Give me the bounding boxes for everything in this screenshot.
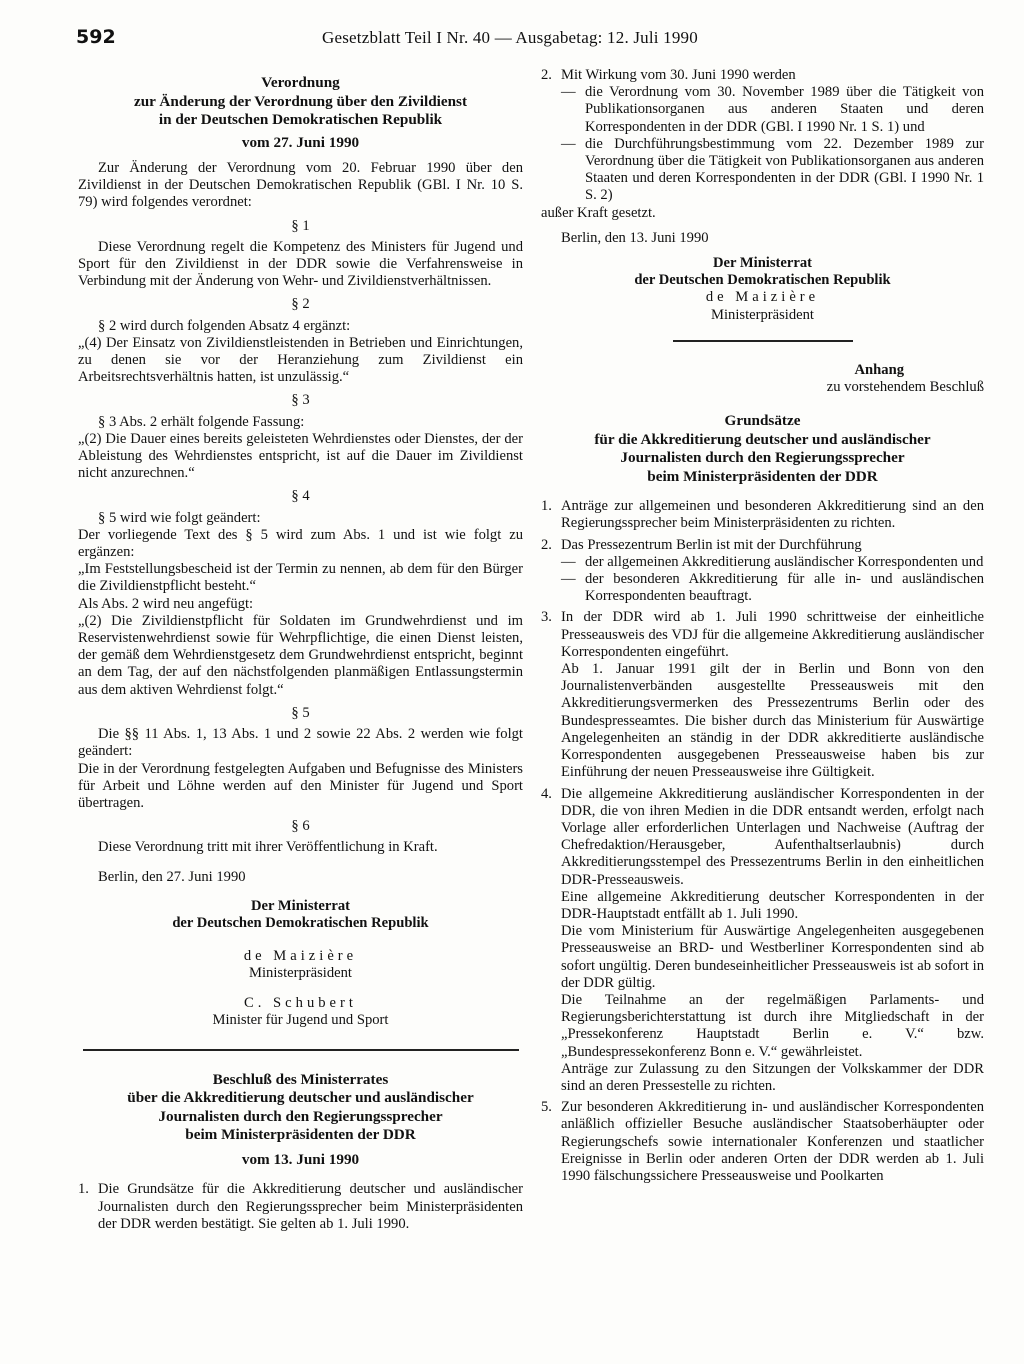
- place-date: Berlin, den 13. Juni 1990: [561, 229, 709, 246]
- running-title: Gesetzblatt Teil I Nr. 40 — Ausgabetag: 12. Juli 1990: [322, 28, 698, 47]
- section-text: außer Kraft gesetzt.: [541, 204, 656, 221]
- section-text: § 5 wird wie folgt geändert:: [98, 509, 261, 526]
- item-paragraph: Eine allgemeine Akkreditierung deutscher Korrespondenten in der DDR-Hauptstadt entfällt ab 1. Juli 1990.: [561, 888, 984, 922]
- section-heading: § 1: [291, 217, 310, 234]
- item-paragraph: Ab 1. Januar 1991 gilt der in Berlin und Bonn von den Journalistenverbänden ausgestellte Presseausweis mit den Akkreditierungsvermerken des Pressezentrums Berlin oder des Bundespresseamtes. Die bisher durch das Ministerium für Auswärtige Angelegenheiten an ständig in der DDR akkreditierte ausländische Korrespondenten ausgegebenen Presseausweise haben bis zur Einführung der neuen Presseausweise ihre Gültigkeit.: [561, 661, 984, 781]
- numbered-item: 4. Die allgemeine Akkreditierung ausländischer Korrespondenten in der DDR, die von ihren Medien in die DDR entsandt werden, erfolgt nach Vorlage aller erforderlichen Unterlagen und Nachweise (Auftrag der Chefredaktion/Herausgeber, Aufenthaltserlaubnis) durch Akkreditierungsstempel des Pressezentrums Berlin in den einheitlichen DDR-Presseausweis.: [541, 785, 984, 888]
- section-quote: „Im Feststellungsbescheid ist der Termin zu nennen, ab dem für den Bürger die Zivildienstpflicht besteht.“: [78, 561, 523, 595]
- page-header: [76, 26, 1024, 52]
- signatory-role: Ministerpräsident: [711, 306, 814, 323]
- resolution-date: vom 13. Juni 1990: [241, 1150, 360, 1168]
- ordinance-date: vom 27. Juni 1990: [241, 133, 360, 151]
- section-text: Die §§ 11 Abs. 1, 13 Abs. 1 und 2 sowie 22 Abs. 2 werden wie folgt geändert:: [78, 726, 523, 760]
- section-text: Diese Verordnung tritt mit ihrer Veröffentlichung in Kraft.: [98, 839, 438, 856]
- section-heading: § 5: [291, 704, 310, 721]
- page-number: 592: [76, 26, 116, 48]
- signatory-name: de Maizière: [705, 289, 820, 306]
- signatory: [78, 995, 523, 1029]
- resolution-title: Beschluß des Ministerrates über die Akkreditierung deutscher und ausländischer Journalisten durch den Regierungssprecher beim Ministerpräsidenten der DDR vom 13. Juni 1990: [78, 1071, 523, 1170]
- left-column: [78, 74, 523, 1233]
- signatory-role: Minister für Jugend und Sport: [212, 1011, 389, 1028]
- dash-item: — der besonderen Akkreditierung für alle in- und ausländischen Korrespondenten beauftragt.: [561, 571, 984, 605]
- dash-item: — die Durchführungsbestimmung vom 22. Dezember 1989 zur Verordnung über die Tätigkeit von Publikationsorganen aus anderen Staaten und deren Korrespondenten in der DDR (GBl. I 1990 Nr. 1 S. 2): [561, 135, 984, 204]
- signatory-body: Der Ministerrat der Deutschen Demokratischen Republik: [634, 255, 891, 289]
- section-heading: § 3: [291, 392, 310, 409]
- item-paragraph: Anträge zur Zulassung zu den Sitzungen der Volkskammer der DDR sind an deren Pressestelle zu richten.: [561, 1060, 984, 1094]
- dash-item: — der allgemeinen Akkreditierung ausländischer Korrespondenten und: [561, 553, 984, 570]
- numbered-item: 2. Das Pressezentrum Berlin ist mit der Durchführung: [541, 536, 862, 553]
- section-text: Diese Verordnung regelt die Kompetenz des Ministers für Jugend und Sport für den Zivildienst in der DDR sowie die Verfahrensweise in Verbindung mit der Änderung von Wehr- und Zivildienstverhältnissen.: [78, 238, 523, 290]
- signatory-name: C. Schubert: [244, 994, 357, 1011]
- signatory-name: de Maizière: [243, 948, 358, 965]
- right-column: [541, 67, 984, 1185]
- section-text: Als Abs. 2 wird neu angefügt:: [78, 595, 254, 612]
- signatory-role: Ministerpräsident: [249, 965, 352, 982]
- numbered-item: 1. Die Grundsätze für die Akkreditierung deutscher und ausländischer Journalisten durch den Regierungssprecher beim Ministerpräsidenten der DDR werden bestätigt. Sie gelten ab 1. Juli 1990.: [78, 1181, 523, 1232]
- numbered-item: 3. In der DDR wird ab 1. Juli 1990 schrittweise der einheitliche Presseausweis des VDJ für die allgemeine Akkreditierung ausländischer Korrespondenten eingeführt.: [541, 609, 984, 660]
- section-text: § 3 Abs. 2 erhält folgende Fassung:: [98, 413, 305, 430]
- section-quote: „(4) Der Einsatz von Zivildienstleistenden in Betrieben und Einrichtungen, zu denen sie vor der Heranziehung zum Zivildienst ein Arbeitsrechtsverhältnis hatten, ist unzulässig.“: [78, 334, 523, 386]
- ordinance-title: Verordnung zur Änderung der Verordnung über den Zivildienst in der Deutschen Demokratischen Republik vom 27. Juni 1990: [78, 74, 523, 152]
- item-paragraph: Die vom Ministerium für Auswärtige Angelegenheiten ausgegebenen Presseausweise an BRD- und Westberliner Korrespondenten sind ab sofort ungültig. Deren bundeseinheitlicher Presseausweis ist ab sofort in der DDR gültig.: [561, 923, 984, 991]
- section-heading: § 6: [291, 818, 310, 835]
- section-text: Die in der Verordnung festgelegten Aufgaben und Befugnisse des Ministers für Arbeit und Löhne werden auf den Minister für Jugend und Sport übertragen.: [78, 760, 523, 811]
- dash-item: — die Verordnung vom 30. November 1989 über die Tätigkeit von Publikationsorganen aus anderen Staaten und deren Korrespondenten in der DDR (GBl. I 1990 Nr. 1 S. 1) und: [561, 84, 984, 135]
- place-date: Berlin, den 27. Juni 1990: [98, 868, 246, 885]
- numbered-item: 2. Mit Wirkung vom 30. Juni 1990 werden: [541, 67, 796, 83]
- section-text: Der vorliegende Text des § 5 wird zum Abs. 1 und ist wie folgt zu ergänzen:: [78, 526, 523, 561]
- numbered-item: 5. Zur besonderen Akkreditierung in- und ausländischer Korrespondenten anläßlich offizieller Besuche ausländischer Staatsoberhäupter oder Regierungschefs sowie internationaler Konferenzen und staatlicher Ereignisse in Berlin oder anderen Orten der DDR werden ab 1. Juli 1990 fälschungssichere Presseausweise und Poolkarten: [541, 1099, 984, 1184]
- ordinance-intro: Zur Änderung der Verordnung vom 20. Februar 1990 über den Zivildienst in der Deutschen Demokratischen Republik (GBl. I Nr. 10 S. 79) wird folgendes verordnet:: [78, 160, 523, 211]
- section-heading: § 2: [291, 296, 310, 313]
- item-paragraph: Die Teilnahme an der regelmäßigen Parlaments- und Regierungsberichterstattung ist durch ihre Mitgliedschaft in der „Pressekonferenz Hauptstadt Berlin e. V.“ bzw. „Bundespressekonferenz Bonn e. V.“ gewährleistet.: [561, 991, 984, 1060]
- section-quote: „(2) Die Dauer eines bereits geleisteten Wehrdienstes oder Dienstes, der der Ableistung des Wehrdienstes entspricht, ist auf die Dauer im Zivildienst nicht anzurechnen.“: [78, 430, 523, 482]
- section-quote: „(2) Die Zivildienstpflicht für Soldaten im Grundwehrdienst und im Reservistenwehrdienst sowie für Wehrpflichtige, die einen Dienst leisten, der gemäß dem Wehrdienstgesetz dem Grundwehrdienst entspricht, beginnt an dem Tag, der auf den nächstfolgenden planmäßigen Entlassungstermin aus dem aktiven Wehrdienst folgt.“: [78, 612, 523, 698]
- principles-title: Grundsätze für die Akkreditierung deutscher und ausländischer Journalisten durch den Regierungssprecher beim Ministerpräsidenten der DDR: [594, 412, 931, 485]
- section-heading: § 4: [291, 488, 310, 505]
- signatory: [541, 289, 984, 323]
- signatory: [78, 948, 523, 982]
- signatory-body: Der Ministerrat der Deutschen Demokratischen Republik: [172, 897, 429, 931]
- section-text: § 2 wird durch folgenden Absatz 4 ergänzt:: [98, 317, 351, 334]
- numbered-item: 1. Anträge zur allgemeinen und besonderen Akkreditierung sind an den Regierungssprecher beim Ministerpräsidenten zu richten.: [541, 498, 984, 532]
- annex-subheading: zu vorstehendem Beschluß: [826, 379, 984, 396]
- annex-heading: Anhang: [854, 361, 904, 378]
